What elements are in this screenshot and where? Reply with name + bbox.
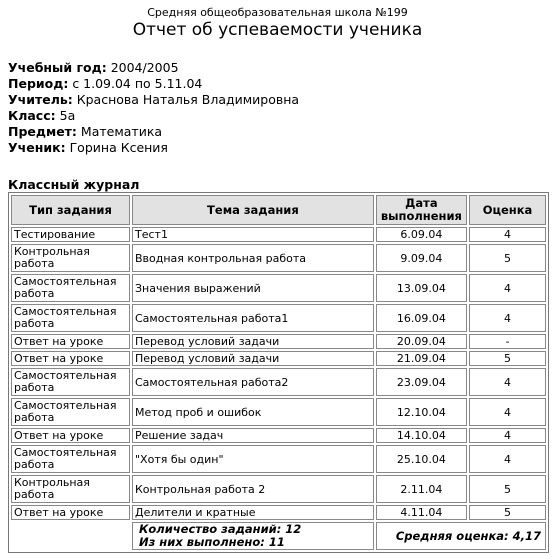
cell-type: Самостоятельная работа xyxy=(11,274,130,302)
cell-grade: 4 xyxy=(469,274,546,302)
table-row xyxy=(11,244,546,272)
info-value: Математика xyxy=(80,124,163,139)
cell-topic: Решение задач xyxy=(132,428,374,443)
table-row xyxy=(11,334,546,349)
info-value: 5а xyxy=(59,108,76,123)
cell-date: 4.11.04 xyxy=(376,505,467,520)
info-year xyxy=(8,60,299,76)
cell-grade: 5 xyxy=(469,351,546,366)
page-title: Отчет об успеваемости ученика xyxy=(132,20,423,40)
summary-spacer xyxy=(11,522,130,550)
cell-date: 16.09.04 xyxy=(376,304,467,332)
cell-type: Самостоятельная работа xyxy=(11,398,130,426)
journal-body xyxy=(11,227,546,520)
table-row xyxy=(11,505,546,520)
info-label: Предмет: xyxy=(8,124,77,139)
cell-topic: Тест1 xyxy=(132,227,374,242)
cell-grade: 5 xyxy=(469,505,546,520)
cell-topic: Самостоятельная работа2 xyxy=(132,368,374,396)
cell-type: Ответ на уроке xyxy=(11,505,130,520)
cell-date: 21.09.04 xyxy=(376,351,467,366)
info-period xyxy=(8,76,299,92)
cell-type: Тестирование xyxy=(11,227,130,242)
cell-topic: Перевод условий задачи xyxy=(132,334,374,349)
cell-topic: Контрольная работа 2 xyxy=(132,475,374,503)
cell-date: 6.09.04 xyxy=(376,227,467,242)
school-name: Средняя общеобразовательная школа №199 xyxy=(147,6,408,19)
table-row xyxy=(11,274,546,302)
table-row xyxy=(11,227,546,242)
table-header-row xyxy=(11,195,546,225)
table-row xyxy=(11,445,546,473)
summary-tasks-done: Из них выполнено: 11 xyxy=(139,535,285,549)
info-label: Класс: xyxy=(8,108,56,123)
cell-grade: 4 xyxy=(469,227,546,242)
cell-topic: Перевод условий задачи xyxy=(132,351,374,366)
cell-type: Ответ на уроке xyxy=(11,351,130,366)
cell-type: Ответ на уроке xyxy=(11,428,130,443)
cell-type: Контрольная работа xyxy=(11,244,130,272)
cell-topic: Значения выражений xyxy=(132,274,374,302)
table-row xyxy=(11,428,546,443)
cell-type: Контрольная работа xyxy=(11,475,130,503)
info-value: Горина Ксения xyxy=(69,140,168,155)
cell-grade: 5 xyxy=(469,475,546,503)
cell-type: Самостоятельная работа xyxy=(11,368,130,396)
cell-topic: Делители и кратные xyxy=(132,505,374,520)
cell-date: 23.09.04 xyxy=(376,368,467,396)
cell-grade: - xyxy=(469,334,546,349)
cell-type: Самостоятельная работа xyxy=(11,445,130,473)
cell-grade: 4 xyxy=(469,428,546,443)
journal-table xyxy=(8,192,549,553)
info-label: Период: xyxy=(8,76,69,91)
table-row xyxy=(11,398,546,426)
info-subject xyxy=(8,124,299,140)
info-value: Краснова Наталья Владимировна xyxy=(76,92,300,107)
table-row xyxy=(11,368,546,396)
summary-row xyxy=(11,522,546,550)
cell-grade: 4 xyxy=(469,445,546,473)
cell-date: 2.11.04 xyxy=(376,475,467,503)
table-row xyxy=(11,351,546,366)
info-value: с 1.09.04 по 5.11.04 xyxy=(72,76,203,91)
cell-date: 12.10.04 xyxy=(376,398,467,426)
table-row xyxy=(11,475,546,503)
info-student xyxy=(8,140,299,156)
info-label: Учитель: xyxy=(8,92,73,107)
info-label: Учебный год: xyxy=(8,60,107,75)
cell-type: Ответ на уроке xyxy=(11,334,130,349)
cell-grade: 4 xyxy=(469,398,546,426)
cell-topic: Вводная контрольная работа xyxy=(132,244,374,272)
cell-topic: "Хотя бы один" xyxy=(132,445,374,473)
cell-grade: 4 xyxy=(469,368,546,396)
table-row xyxy=(11,304,546,332)
cell-date: 14.10.04 xyxy=(376,428,467,443)
column-header-type: Тип задания xyxy=(11,195,130,225)
cell-topic: Самостоятельная работа1 xyxy=(132,304,374,332)
cell-topic: Метод проб и ошибок xyxy=(132,398,374,426)
column-header-date: Дата выполнения xyxy=(376,195,467,225)
report-info xyxy=(8,60,299,156)
journal-title: Классный журнал xyxy=(8,177,140,192)
info-teacher xyxy=(8,92,299,108)
info-class xyxy=(8,108,299,124)
cell-date: 25.10.04 xyxy=(376,445,467,473)
cell-date: 13.09.04 xyxy=(376,274,467,302)
summary-average: Средняя оценка: 4,17 xyxy=(376,522,546,550)
column-header-grade: Оценка xyxy=(469,195,546,225)
info-label: Ученик: xyxy=(8,140,66,155)
cell-type: Самостоятельная работа xyxy=(11,304,130,332)
cell-date: 9.09.04 xyxy=(376,244,467,272)
cell-date: 20.09.04 xyxy=(376,334,467,349)
cell-grade: 5 xyxy=(469,244,546,272)
info-value: 2004/2005 xyxy=(110,60,179,75)
cell-grade: 4 xyxy=(469,304,546,332)
summary-counts xyxy=(132,522,374,550)
summary-tasks-count: Количество заданий: 12 xyxy=(139,522,302,536)
column-header-topic: Тема задания xyxy=(132,195,374,225)
